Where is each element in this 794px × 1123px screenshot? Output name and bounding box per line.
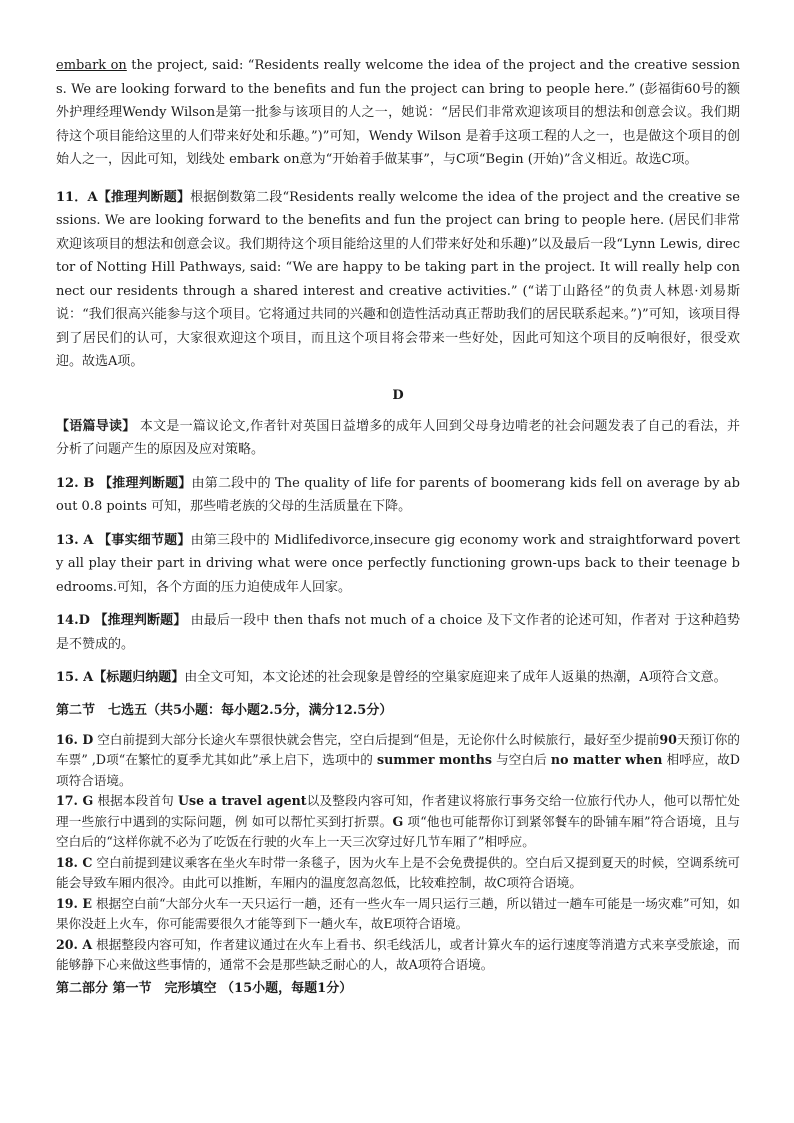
answer-13-text: 由第三段中的 Midlifedivorce,insecure gig economy work and straightforward poverty all play their part in driving what were once perfectly functioning grown-ups back to their teenage bedrooms.可知，各个方面的压力迫使成年人回家。 xyxy=(56,532,740,595)
answer-14 xyxy=(56,609,740,656)
answer-20-text: 根据整段内容可知，作者建议通过在火车上看书、织毛线活儿，或者计算火车的运行速度等消遣方式来享受旅途，而能够静下心来做这些事情的，通常不会是那些缺乏耐心的人，故A项符合语境。 xyxy=(56,936,740,972)
answer-17-bold-1: Use a travel agent xyxy=(178,793,307,808)
answer-11-text: 根据倒数第二段“Residents really welcome the idea of the project and the creative sessions. We are looking forward to the benefits and fun the project can bring to people here. (居民们非常欢迎该项目的想法和创意会议。我们期待这个项目能给这里的人们带来好处和乐趣)”以及最后一段“Lynn Lewis, director of Notting Hill Pathways, said: “We are happy to be taking part in the project. It will really help connect our residents through a shared interest and creative activities.” (“诺丁山路径”的负责人林恩·刘易斯说：“我们很高兴能参与这个项目。它将通过共同的兴趣和创造性活动真正帮助我们的居民联系起来。”)”可知，该项目得到了居民们的认可，大家很欢迎这个项目，而且这个项目将会带来一些好处，因此可知这个项目的反响很好，很受欢迎。故选A项。 xyxy=(56,189,741,369)
answer-19-text: 根据空白前“大部分火车一天只运行一趟，还有一些火车一周只运行三趟，所以错过一趟车可能是一场灾难”可知，如果你没赶上火车，你可能需要很久才能等到下一趟火车，故E项符合语境。 xyxy=(56,895,740,931)
section-d-heading: D xyxy=(392,387,404,403)
underlined-phrase: embark on xyxy=(56,58,127,73)
answer-16-text-2: 天预订你的车票” ,D项“在繁忙的夏季尤其如此”承上启下，选项中的 xyxy=(56,731,740,767)
answer-16-text-4: 相呼应，故D项符合语境。 xyxy=(56,752,741,788)
answer-15 xyxy=(56,666,740,690)
answer-19-label: 19. E xyxy=(56,895,92,911)
answer-15-label: 15. A【标题归纳题】 xyxy=(56,670,185,685)
answer-16-bold-3: no matter when xyxy=(550,752,663,767)
part-2-heading: 第二部分 第一节 完形填空 （15小题，每题1分） xyxy=(56,980,353,996)
answer-17-text-2: 以及整段内容可知，作者建议将旅行事务交给一位旅行代办人，他可以帮忙处理一些旅行中遇到的实际问题，例 如可以帮忙买到打折票。 xyxy=(56,793,741,829)
passage-guide-label: 【语篇导读】 xyxy=(56,418,136,434)
passage-guide-text: 本文是一篇议论文,作者针对英国日益增多的成年人回到父母身边啃老的社会问题发表了自己的看法，并分析了问题产生的原因及应对策略。 xyxy=(56,418,740,457)
answer-20 xyxy=(56,935,740,976)
answer-13 xyxy=(56,529,740,600)
answer-18-label: 18. C xyxy=(56,854,93,870)
answer-12 xyxy=(56,472,740,519)
answer-20-label: 20. A xyxy=(56,936,93,952)
answer-19 xyxy=(56,894,740,935)
answer-16-text-1: 空白前提到大部分长途火车票很快就会售完，空白后提到“但是，无论你什么时候旅行，最好至少提前 xyxy=(93,731,660,747)
answer-18 xyxy=(56,853,740,894)
section-2-heading: 第二节 七选五（共5小题：每小题2.5分，满分12.5分） xyxy=(56,702,393,718)
passage-guide xyxy=(56,415,740,462)
answer-14-text: 由最后一段中 then thafs not much of a choice 及下文作者的论述可知，作者对 于这种趋势是不赞成的。 xyxy=(56,613,741,652)
answer-11 xyxy=(56,186,740,374)
answer-16-bold-2: summer months xyxy=(377,752,492,767)
answer-11-label: 11．A【推理判断题】 xyxy=(56,189,191,205)
answer-12-label: 12. B 【推理判断题】 xyxy=(56,475,192,491)
answer-15-text: 由全文可知，本文论述的社会现象是曾经的空巢家庭迎来了成年人返巢的热潮，A项符合文意。 xyxy=(184,670,727,685)
intro-text: the project, said: “Residents really welcome the idea of the project and the creative sessions. We are looking forward to the benefits and fun the project can bring to people here.” (彭福街60号的额外护理经理Wendy Wilson是第一批参与该项目的人之一，她说：“居民们非常欢迎该项目的想法和创意会议。我们期待这个项目能给这里的人们带来好处和乐趣。”)”可知，Wendy Wilson 是着手这项工程的人之一，也是做这个项目的创始人之一，因此可知，划线处 embark on意为“开始着手做某事”，与C项“Begin (开始)”含义相近。故选C项。 xyxy=(56,58,740,167)
answer-18-text: 空白前提到建议乘客在坐火车时带一条毯子，因为火车上是不会免费提供的。空白后又提到夏天的时候，空调系统可能会导致车厢内很冷。由此可以推断，车厢内的温度忽高忽低，比较难控制，故C项符合语境。 xyxy=(56,854,740,890)
answer-16-label: 16. D xyxy=(56,731,94,747)
answer-17 xyxy=(56,791,740,853)
answer-17-text-1: 根据本段首句 xyxy=(93,793,179,808)
answer-13-label: 13. A 【事实细节题】 xyxy=(56,532,191,548)
answer-16-text-3: 与空白后 xyxy=(491,752,551,767)
answer-17-text-3: 项“他也可能帮你订到紧邻餐车的卧铺车厢”符合语境，且与空白后的“这样你就不必为了吃饭在行驶的火车上一天三次穿过好几节车厢了”相呼应。 xyxy=(56,813,740,849)
intro-paragraph xyxy=(56,54,740,172)
answer-12-text: 由第二段中的 The quality of life for parents of boomerang kids fell on average by about 0.8 points 可知，那些啃老族的父母的生活质量在下降。 xyxy=(56,475,740,514)
answer-17-label: 17. G xyxy=(56,793,94,808)
answer-16 xyxy=(56,730,740,792)
answer-16-bold-1: 90 xyxy=(659,731,677,747)
answer-14-label: 14.D 【推理判断题】 xyxy=(56,613,187,628)
answer-17-bold-2: G xyxy=(392,813,404,829)
answer-page xyxy=(56,54,740,1008)
